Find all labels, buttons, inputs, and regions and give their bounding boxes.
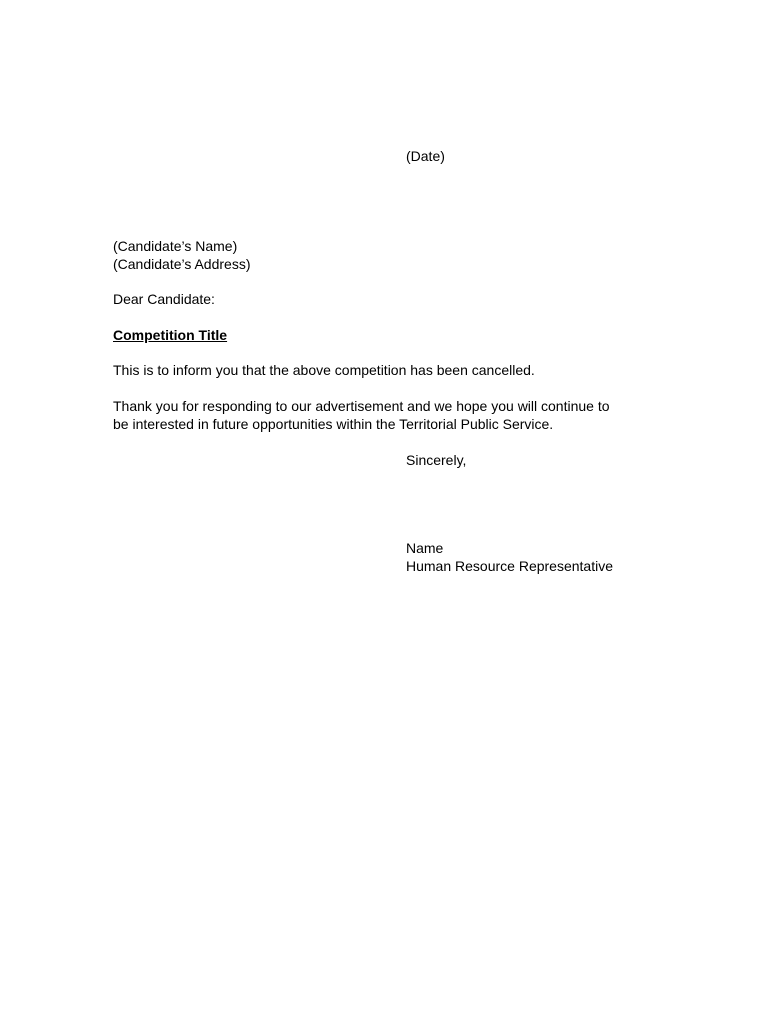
body-paragraph-2-line-1: Thank you for responding to our advertisement and we hope you will continue to xyxy=(113,398,610,414)
competition-title: Competition Title xyxy=(113,327,228,343)
signer-title: Human Resource Representative xyxy=(406,558,613,574)
body-paragraph-1: This is to inform you that the above competition has been cancelled. xyxy=(113,362,535,378)
signer-name: Name xyxy=(406,540,444,556)
closing: Sincerely, xyxy=(406,452,467,468)
candidate-name: (Candidate’s Name) xyxy=(113,238,238,254)
salutation: Dear Candidate: xyxy=(113,291,215,307)
letter-date: (Date) xyxy=(406,148,445,164)
candidate-address: (Candidate’s Address) xyxy=(113,256,251,272)
body-paragraph-2-line-2: be interested in future opportunities within the Territorial Public Service. xyxy=(113,416,554,432)
